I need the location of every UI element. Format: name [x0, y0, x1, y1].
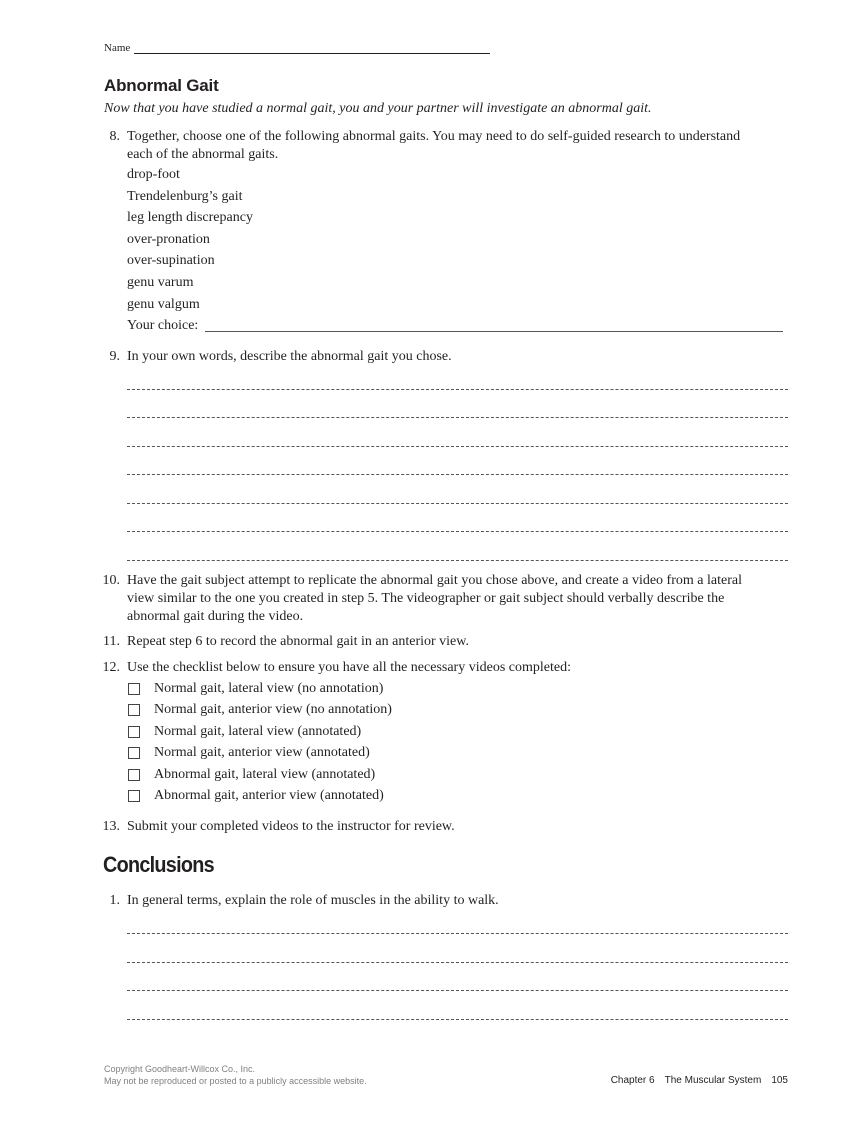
gait-option: Trendelenburg’s gait: [127, 189, 243, 204]
question-number: 10.: [102, 573, 120, 588]
question-number: 1.: [109, 893, 120, 908]
gait-option: genu valgum: [127, 297, 200, 312]
answer-line[interactable]: [127, 933, 788, 934]
your-choice-input-line[interactable]: [205, 331, 783, 332]
answer-line[interactable]: [127, 1019, 788, 1020]
copyright-line2: May not be reproduced or posted to a publicly accessible website.: [104, 1076, 367, 1086]
answer-line[interactable]: [127, 389, 788, 390]
checklist-label: Abnormal gait, lateral view (annotated): [154, 767, 376, 782]
gait-option: over-pronation: [127, 232, 210, 247]
section-title-conclusions: Conclusions: [103, 852, 214, 877]
answer-line[interactable]: [127, 990, 788, 991]
checkbox[interactable]: [128, 790, 140, 802]
question-text: In general terms, explain the role of muscles in the ability to walk.: [127, 893, 499, 908]
checklist-item[interactable]: [128, 681, 383, 697]
section-intro: Now that you have studied a normal gait, you and your partner will investigate an abnormal gait.: [104, 101, 652, 116]
question-number: 12.: [102, 660, 120, 675]
checklist-label: Normal gait, lateral view (annotated): [154, 724, 362, 739]
name-label: Name: [104, 42, 131, 54]
checklist-item[interactable]: [128, 724, 361, 740]
checkbox[interactable]: [128, 704, 140, 716]
answer-line[interactable]: [127, 503, 788, 504]
answer-line[interactable]: [127, 962, 788, 963]
question-text-line2: each of the abnormal gaits.: [127, 147, 279, 162]
question-text-line1: Together, choose one of the following abnormal gaits. You may need to do self-guided research to understand: [127, 129, 741, 144]
page-footer-info: [611, 1075, 788, 1086]
gait-option: drop-foot: [127, 167, 180, 182]
question-text-line2: view similar to the one you created in step 5. The videographer or gait subject should verbally describe the: [127, 591, 725, 606]
checkbox[interactable]: [128, 726, 140, 738]
checkbox[interactable]: [128, 769, 140, 781]
checklist-item[interactable]: [128, 788, 384, 804]
question-number: 13.: [102, 819, 120, 834]
gait-option: genu varum: [127, 275, 194, 290]
checklist-item[interactable]: [128, 767, 375, 783]
checklist-item[interactable]: [128, 745, 370, 761]
checkbox[interactable]: [128, 683, 140, 695]
checklist-item[interactable]: [128, 702, 392, 718]
question-text-line1: Have the gait subject attempt to replicate the abnormal gait you chose above, and create a video from a lateral: [127, 573, 742, 588]
answer-line[interactable]: [127, 474, 788, 475]
checklist-label: Normal gait, lateral view (no annotation): [154, 681, 384, 696]
checklist-label: Abnormal gait, anterior view (annotated): [154, 788, 384, 803]
name-input-line[interactable]: [134, 43, 490, 54]
page-number: 105: [771, 1075, 788, 1086]
question-text: In your own words, describe the abnormal gait you chose.: [127, 349, 452, 364]
question-number: 9.: [109, 349, 120, 364]
chapter-number: Chapter 6: [610, 1075, 655, 1086]
question-number: 8.: [109, 129, 120, 144]
answer-line[interactable]: [127, 446, 788, 447]
checklist-label: Normal gait, anterior view (no annotation): [154, 702, 392, 717]
your-choice-label: Your choice:: [127, 318, 199, 333]
answer-line[interactable]: [127, 417, 788, 418]
checkbox[interactable]: [128, 747, 140, 759]
question-text-line3: abnormal gait during the video.: [127, 609, 304, 624]
name-field-row: [104, 42, 490, 54]
checklist-label: Normal gait, anterior view (annotated): [154, 745, 370, 760]
gait-option: over-supination: [127, 253, 215, 268]
gait-option: leg length discrepancy: [127, 210, 253, 225]
question-number: 11.: [103, 634, 120, 649]
chapter-title: The Muscular System: [664, 1075, 762, 1086]
section-title-abnormal-gait: Abnormal Gait: [104, 76, 219, 95]
answer-line[interactable]: [127, 560, 788, 561]
question-text: Submit your completed videos to the instructor for review.: [127, 819, 455, 834]
answer-line[interactable]: [127, 531, 788, 532]
copyright-line1: Copyright Goodheart-Willcox Co., Inc.: [104, 1064, 256, 1074]
question-text: Use the checklist below to ensure you have all the necessary videos completed:: [127, 660, 571, 675]
copyright-notice: [104, 1063, 367, 1087]
question-text: Repeat step 6 to record the abnormal gait in an anterior view.: [127, 634, 469, 649]
